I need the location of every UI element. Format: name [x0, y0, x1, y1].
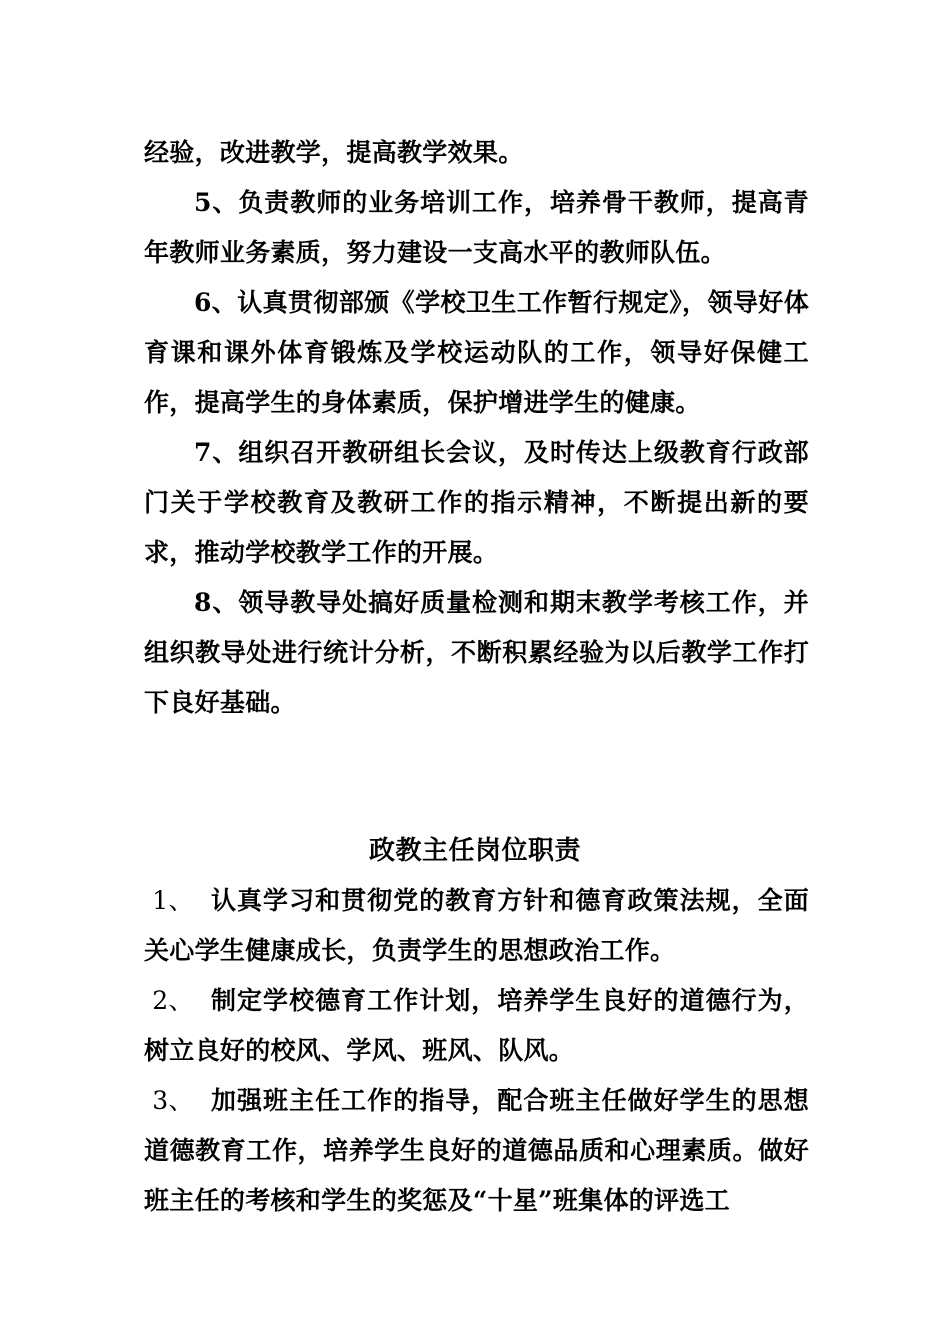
list-item-text: 制定学校德育工作计划，培养学生良好的道德行为，树立良好的校风、学风、班风、队风。 [144, 986, 809, 1065]
list-item [144, 976, 809, 1076]
paragraph-item-6: 6、认真贯彻部颁《学校卫生工作暂行规定》，领导好体育课和课外体育锻炼及学校运动队的工作，领导好保健工作，提高学生的身体素质，保护增进学生的健康。 [144, 288, 809, 417]
list-item [144, 876, 809, 976]
paragraph-item-7: 7、组织召开教研组长会议，及时传达上级教育行政部门关于学校教育及教研工作的指示精神，不断提出新的要求，推动学校教学工作的开展。 [144, 438, 809, 567]
list-item [144, 1076, 809, 1226]
list-item-number: 3、 [144, 1086, 211, 1115]
paragraph-item-8: 8、领导教导处搞好质量检测和期末教学考核工作，并组织教导处进行统计分析，不断积累经验为以后教学工作打下良好基础。 [144, 588, 809, 717]
list-item-number: 1、 [144, 886, 211, 915]
paragraph-item-5: 5、负责教师的业务培训工作，培养骨干教师，提高青年教师业务素质，努力建设一支高水平的教师队伍。 [144, 188, 809, 267]
list-item-number: 2、 [144, 986, 211, 1015]
list-item-text: 加强班主任工作的指导，配合班主任做好学生的思想道德教育工作，培养学生良好的道德品质和心理素质。做好班主任的考核和学生的奖惩及“十星”班集体的评选工 [144, 1086, 809, 1215]
paragraph-continuation: 经验，改进教学，提高教学效果。 [144, 138, 524, 167]
list-item-text: 认真学习和贯彻党的教育方针和德育政策法规，全面关心学生健康成长，负责学生的思想政治工作。 [144, 886, 809, 965]
section-title: 政教主任岗位职责 [368, 836, 581, 866]
